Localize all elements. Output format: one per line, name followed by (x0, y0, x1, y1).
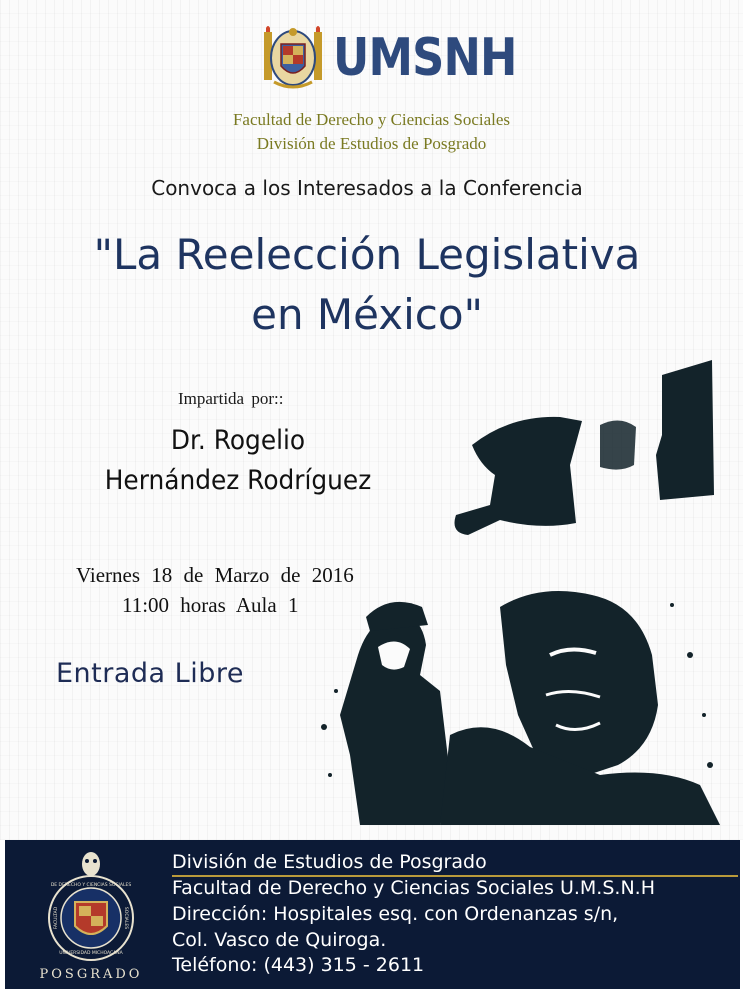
presented-by-label: Impartida por:: (178, 389, 284, 408)
logo-right-text: SOCIALES (123, 906, 128, 930)
posgrado-logo-icon (35, 846, 147, 986)
division-name: División de Estudios de Posgrado (256, 134, 487, 153)
logo-ring-text: POSGRADO (39, 967, 143, 982)
logo-lower-text: UNIVERSIDAD MICHOACANA (59, 951, 123, 956)
event-date: Viernes 18 de Marzo de 2016 (76, 563, 354, 587)
event-time-location: 11:00 horas Aula 1 (122, 593, 299, 617)
footer-faculty-name: Facultad de Derecho y Ciencias Sociales U.M.S.N.H (172, 877, 655, 899)
faculty-name: Facultad de Derecho y Ciencias Sociales (232, 110, 511, 129)
historical-figures-illustration (300, 355, 740, 835)
conference-title-line-2: en México" (251, 290, 483, 339)
footer-phone: Teléfono: (443) 315 - 2611 (172, 954, 425, 976)
footer-neighborhood: Col. Vasco de Quiroga. (172, 929, 387, 951)
footer-contact-bar (5, 840, 740, 989)
university-seal-icon (260, 22, 326, 92)
speaker-name-line-1: Dr. Rogelio (170, 425, 306, 456)
free-entry-label: Entrada Libre (56, 658, 244, 689)
logo-inner-text: DE DERECHO Y CIENCIAS SOCIALES (50, 883, 132, 888)
footer-address: Dirección: Hospitales esq. con Ordenanzas s/n, (172, 903, 619, 925)
brand-wordmark: UMSNH (333, 28, 517, 88)
conference-title-line-1: "La Reelección Legislativa (93, 230, 641, 279)
logo-left-text: FACULTAD (54, 906, 59, 930)
footer-division-name: División de Estudios de Posgrado (172, 851, 487, 873)
invitation-line: Convoca a los Interesados a la Conferencia (151, 176, 583, 200)
speaker-name-line-2: Hernández Rodríguez (104, 465, 372, 496)
